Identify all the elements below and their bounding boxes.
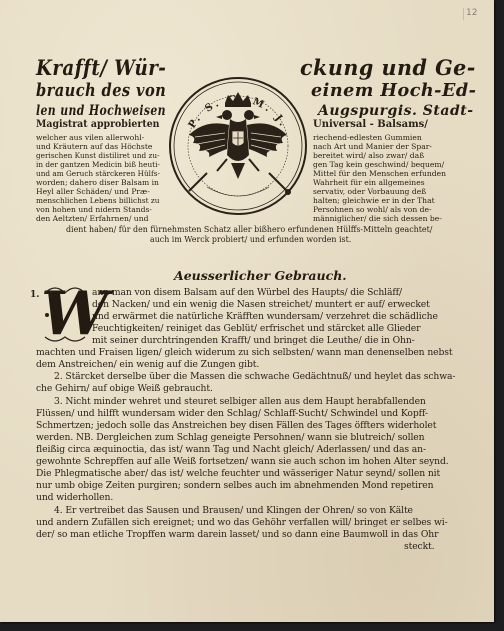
seal-legend: P. S. C. M. J.: [186, 93, 290, 131]
section-1-number: 1.: [30, 289, 40, 300]
section-heading: Aeusserlicher Gebrauch.: [174, 268, 347, 283]
header-left-line-2: welcher aus vilen allerwohl-: [36, 133, 145, 142]
section-4-line-3: der/ so man etliche Tropffen warm darein lasset/ und so dann eine Baumwoll in das Ohr: [36, 529, 439, 540]
title-line-3-right: Augspurgis. Stadt-: [318, 103, 474, 119]
section-3-line-7: Die Phlegmatische aber/ das ist/ welche feuchter und wässeriger Natur seynd/ sollen nit: [36, 468, 441, 479]
section-3-line-1: 3. Nicht minder wehret und steuret selbiger allen aus dem Haupt herabfallenden: [54, 396, 426, 407]
section-4-line-4: steckt.: [404, 541, 435, 552]
double-eagle-seal-icon: [167, 75, 309, 217]
header-right-line-3: nach Art und Manier der Spar-: [313, 142, 432, 151]
header-right-line-10: Persohnen so wohl/ als von de-: [313, 205, 432, 214]
section-1-line-1: ann man von disem Balsam auf den Würbel des Haupts/ die Schläff/: [92, 287, 402, 298]
section-3-line-4: werden. NB. Dergleichen zum Schlag geneigte Persohnen/ wann sie blutreich/ sollen: [36, 432, 425, 443]
section-3-line-3: Schmertzen; jedoch solle das Anstreichen bey disen Fällen des Tages öffters widerholet: [36, 420, 437, 431]
title-line-3-left: len und Hochweisen: [36, 103, 166, 119]
section-3-line-8: nur umb obige Zeiten purgiren; sondern selbes auch im abnehmenden Mond repetiren: [36, 480, 434, 491]
section-3-line-6: gewohnte Schrepffen auf alle Weiß fortsetzen/ wann sie auch schon im hohen Alter seynd.: [36, 456, 449, 467]
header-left-line-11: den Aeltzten/ Erfahrnen/ und: [36, 214, 149, 223]
ornate-initial-letter: [41, 279, 109, 349]
header-right-line-8: servativ, oder Vorbauung deß: [313, 187, 427, 196]
header-left-line-1: Magistrat approbierten: [36, 119, 160, 130]
header-closing-line-1: dient haben/ für den fürnehmsten Schatz aller bißhero erfundenen Hülffs-Mitteln geachtet/: [66, 225, 433, 234]
header-right-line-7: Wahrheit für ein allgemeines: [313, 178, 425, 187]
section-1-line-7: dem Anstreichen/ ein wenig auf die Zungen gibt.: [36, 359, 260, 370]
section-3-line-9: und widerhollen.: [36, 492, 114, 503]
header-left-line-4: gerischen Kunst distiliret und zu-: [36, 151, 160, 160]
header-right-line-6: Mittel für den Menschen erfunden: [313, 169, 447, 178]
header-right-line-9: halten; gleichwie er in der That: [313, 196, 435, 205]
section-1-line-4: Feuchtigkeiten/ reiniget das Geblüt/ erfrischet und stärcket alle Glieder: [92, 323, 421, 334]
section-4-line-1: 4. Er vertreibet das Sausen und Brausen/ und Klingen der Ohren/ so von Kälte: [54, 505, 413, 516]
section-3-line-5: fleißig circa æquinoctia, das ist/ wann Tag und Nacht gleich/ Aderlassen/ und das an-: [36, 444, 426, 455]
header-left-line-6: und am Geruch stärckeren Hülfs-: [36, 169, 160, 178]
section-1-line-2: den Nacken/ und ein wenig die Nasen streichet/ muntert er auf/ erwecket: [92, 299, 430, 310]
header-left-line-5: in der gantzen Medicin biß heuti-: [36, 160, 160, 169]
header-right-line-2: riechend-edlesten Gummien: [313, 133, 422, 142]
section-1-line-3: und erwärmet die natürliche Kräfften wundersam/ verzehret die schädliche: [92, 311, 438, 322]
archive-number: 12: [463, 8, 488, 20]
header-left-line-9: menschlichen Lebens billichst zu: [36, 196, 160, 205]
header-right-line-1: Universal - Balsams/: [313, 119, 428, 130]
header-left-line-10: von hohen und nidern Stands-: [36, 205, 152, 214]
section-1-line-5: mit seiner durchtringenden Krafft/ und bringet die Leuthe/ die in Ohn-: [92, 335, 415, 346]
header-left-line-3: und Kräutern auf das Höchste: [36, 142, 153, 151]
dropcap-letter: W: [41, 279, 109, 349]
section-4-line-2: und andern Zufällen sich ereignet; und wo das Gehöhr verfallen will/ bringet er selbes wi-: [36, 517, 448, 528]
section-1-line-6: machten und Fraisen ligen/ gleich widerum zu sich selbsten/ wann man denenselben nebst: [36, 347, 453, 358]
header-closing-line-2: auch im Werck probiert/ und erfunden worden ist.: [150, 235, 352, 244]
section-2-line-2: che Gehirn/ auf obige Weiß gebraucht.: [36, 383, 213, 394]
title-line-2-right: einem Hoch-Ed-: [311, 80, 477, 101]
header-right-line-5: gen Tag kein geschwind/ bequem/: [313, 160, 445, 169]
header-right-line-11: männiglicher/ die sich dessen be-: [313, 214, 442, 223]
section-2-line-1: 2. Stärcket derselbe über die Massen die schwache Gedächtnuß/ und heylet das schwa-: [54, 371, 456, 382]
title-line-1-left: Krafft/ Wür-: [36, 55, 167, 80]
section-3-line-2: Flüssen/ und hilfft wundersam wider den Schlag/ Schlaff-Sucht/ Schwindel und Kopff-: [36, 408, 428, 419]
title-line-1-right: ckung und Ge-: [300, 55, 476, 80]
header-left-line-7: worden; dahero diser Balsam in: [36, 178, 159, 187]
title-line-2-left: brauch des von: [36, 80, 167, 101]
header-left-line-8: Heyl aller Schäden/ und Præ-: [36, 187, 150, 196]
header-right-line-4: bereitet wird/ also zwar/ daß: [313, 151, 425, 160]
